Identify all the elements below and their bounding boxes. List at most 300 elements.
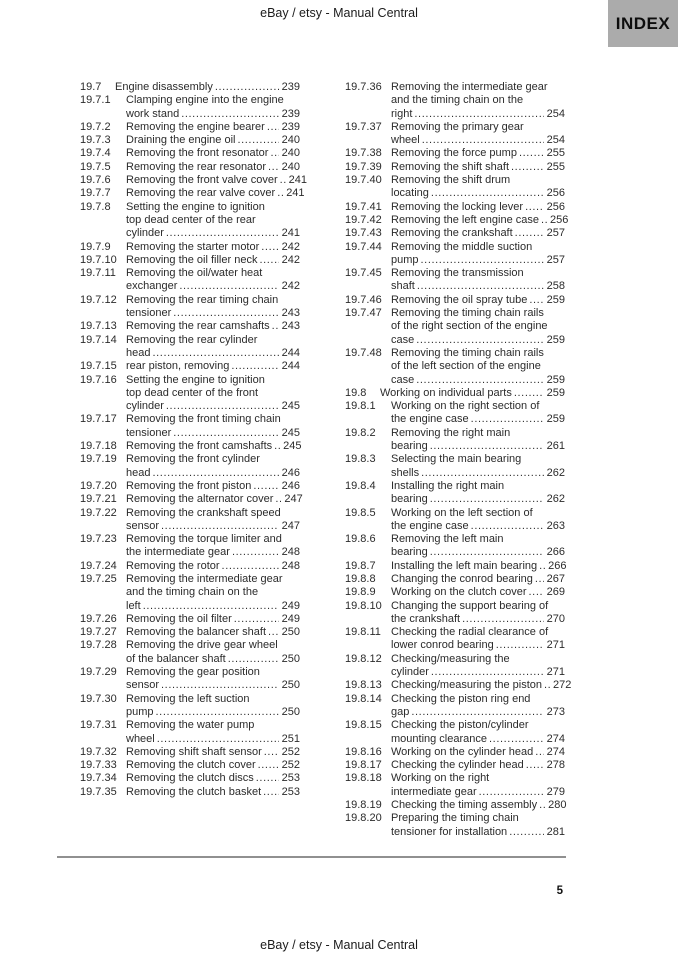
table-of-contents [80, 81, 572, 839]
toc-entry-page: 246 [281, 479, 300, 492]
toc-entry-19.8.14[interactable] [345, 693, 565, 720]
dot-leader [479, 786, 544, 799]
toc-entry-number: 19.7.18 [80, 440, 117, 453]
toc-entry-title [126, 201, 300, 241]
toc-entry-number: 19.7.42 [345, 213, 382, 226]
toc-entry-19.8.4[interactable] [345, 480, 565, 507]
dot-leader [275, 493, 281, 506]
toc-entry-title-text: cylinder [126, 227, 164, 240]
toc-entry-19.8.7[interactable] [345, 560, 565, 573]
toc-entry-19.8.11[interactable] [345, 626, 565, 653]
dot-leader [417, 280, 544, 293]
toc-entry-19.7.28[interactable] [80, 639, 300, 666]
toc-entry-page: 243 [281, 307, 300, 320]
dot-leader [535, 573, 544, 586]
toc-entry-number: 19.8.1 [345, 400, 376, 413]
toc-entry-title [391, 453, 565, 480]
toc-entry-title [126, 94, 300, 121]
toc-entry-title-text: bearing [391, 440, 428, 453]
dot-leader [234, 613, 279, 626]
dot-leader [152, 467, 278, 480]
dot-leader [431, 666, 544, 679]
toc-entry-page: 251 [281, 732, 300, 745]
toc-entry-title-text: head [126, 466, 151, 479]
toc-entry-19.7.15[interactable] [80, 360, 300, 373]
toc-entry-title-text: Removing the oil spray tube [391, 293, 528, 306]
toc-entry-number: 19.7.47 [345, 307, 382, 320]
toc-entry-number: 19.7.38 [345, 147, 382, 160]
toc-entry-title [126, 786, 300, 799]
toc-entry-title-text: top dead center of the front [126, 386, 259, 399]
toc-entry-number: 19.8.11 [345, 626, 381, 639]
toc-entry-19.7.37[interactable] [345, 121, 565, 148]
toc-entry-title-text: of the balancer shaft [126, 652, 226, 665]
toc-entry-19.7.39[interactable] [345, 161, 565, 174]
toc-entry-title-text: Removing the oil filter [126, 612, 232, 625]
dot-leader [422, 134, 544, 147]
toc-entry-number: 19.7.37 [345, 120, 382, 133]
toc-entry-number: 19.8.17 [345, 759, 382, 772]
toc-entry-page: 261 [546, 440, 565, 453]
dot-leader [541, 214, 547, 227]
toc-entry-title-text: Removing the gear position [126, 666, 260, 679]
dot-leader [222, 560, 279, 573]
toc-entry-number: 19.7.22 [80, 506, 117, 519]
dot-leader [215, 81, 279, 94]
toc-entry-page: 274 [546, 745, 565, 758]
toc-entry-page: 248 [281, 559, 300, 572]
toc-entry-19.7.27[interactable] [80, 626, 300, 639]
toc-entry-19.8.13[interactable] [345, 679, 572, 692]
toc-entry-19.8.5[interactable] [345, 507, 565, 534]
toc-entry-page: 253 [281, 785, 300, 798]
dot-leader [267, 121, 279, 134]
toc-entry-title [391, 507, 565, 534]
toc-entry-number: 19.7.28 [80, 639, 117, 652]
dot-leader [515, 227, 544, 240]
toc-entry-page: 241 [286, 187, 305, 200]
toc-entry-page: 263 [546, 519, 565, 532]
dot-leader [261, 241, 278, 254]
toc-entry-title [391, 213, 569, 227]
toc-entry-title-text: Removing the engine bearer [126, 120, 265, 133]
toc-entry-19.8.9[interactable] [345, 586, 565, 599]
dot-leader [181, 108, 278, 121]
toc-entry-title-text: work stand [126, 107, 180, 120]
toc-entry-page: 272 [553, 679, 572, 692]
toc-entry-title-text: Removing the middle suction [391, 240, 533, 253]
index-tab-label: INDEX [615, 13, 671, 33]
toc-entry-page: 267 [546, 572, 565, 585]
toc-entry-title [126, 413, 300, 440]
toc-entry-number: 19.7.13 [80, 320, 117, 333]
toc-entry-title-text: Removing the locking lever [391, 200, 524, 213]
toc-entry-title [126, 374, 300, 414]
toc-entry-title-text: Removing the shift drum [391, 174, 511, 187]
toc-entry-19.7.33[interactable] [80, 759, 300, 772]
toc-entry-title-text: cylinder [126, 400, 164, 413]
toc-entry-title [126, 693, 300, 720]
toc-entry-page: 240 [281, 160, 300, 173]
toc-entry-number: 19.7.19 [80, 453, 117, 466]
toc-entry-19.7.17[interactable] [80, 413, 300, 440]
dot-leader [264, 746, 279, 759]
toc-entry-19.7.32[interactable] [80, 746, 300, 759]
toc-entry-19.7.1[interactable] [80, 94, 300, 121]
toc-entry-19.7.18[interactable] [80, 440, 300, 453]
toc-entry-page: 248 [281, 546, 300, 559]
toc-entry-title [126, 772, 300, 785]
toc-entry-number: 19.8.20 [345, 812, 382, 825]
toc-entry-number: 19.7.23 [80, 533, 117, 546]
toc-entry-19.7.13[interactable] [80, 320, 300, 333]
toc-entry-title [126, 746, 300, 759]
dot-leader [416, 374, 543, 387]
toc-entry-page: 239 [281, 120, 300, 133]
toc-entry-number: 19.7.3 [80, 134, 111, 147]
toc-entry-19.7.38[interactable] [345, 147, 565, 160]
toc-entry-title-text: Checking/measuring the piston [391, 679, 543, 692]
toc-entry-title-text: shaft [391, 280, 415, 293]
toc-entry-number: 19.7.6 [80, 174, 111, 187]
toc-entry-title [126, 453, 300, 480]
toc-entry-number: 19.7.25 [80, 572, 117, 585]
toc-entry-19.8.1[interactable] [345, 400, 565, 427]
toc-entry-19.7.14[interactable] [80, 334, 300, 361]
toc-entry-number: 19.7.33 [80, 759, 117, 772]
toc-entry-title-text: shells [391, 466, 420, 479]
toc-entry-title-text: the engine case [391, 413, 469, 426]
toc-entry-page: 258 [546, 280, 565, 293]
dot-leader [179, 280, 278, 293]
toc-entry-19.8.18[interactable] [345, 772, 565, 799]
toc-entry-title-text: case [391, 333, 415, 346]
toc-entry-title-text: Working on the right [391, 772, 490, 785]
toc-entry-19.7.12[interactable] [80, 294, 300, 321]
toc-entry-page: 266 [546, 546, 565, 559]
toc-entry-19.7.25[interactable] [80, 573, 300, 613]
toc-entry-title-text: left [126, 599, 141, 612]
dot-leader [280, 174, 286, 187]
toc-entry-title-text: Preparing the timing chain [391, 812, 519, 825]
toc-entry-19.7.44[interactable] [345, 241, 565, 268]
toc-entry-title [391, 759, 565, 772]
toc-entry-number: 19.7.11 [80, 267, 116, 280]
toc-entry-number: 19.8.14 [345, 692, 382, 705]
toc-entry-19.8.19[interactable] [345, 799, 565, 812]
toc-entry-title [391, 653, 565, 680]
toc-entry-page: 262 [546, 466, 565, 479]
toc-entry-title-text: Removing the intermediate gear [391, 81, 548, 93]
toc-entry-page: 257 [546, 227, 565, 240]
toc-entry-19.7.43[interactable] [345, 227, 565, 240]
toc-entry-title-text: Checking the timing assembly [391, 799, 538, 812]
toc-entry-number: 19.7.8 [80, 200, 111, 213]
toc-entry-19.8.20[interactable] [345, 812, 565, 839]
toc-entry-19.8.6[interactable] [345, 533, 565, 560]
toc-entry-page: 255 [546, 160, 565, 173]
toc-entry-19.7.2[interactable] [80, 121, 300, 134]
toc-entry-19.7.35[interactable] [80, 786, 300, 799]
dot-leader [489, 733, 544, 746]
toc-entry-19.7.3[interactable] [80, 134, 300, 147]
toc-entry-page: 253 [281, 772, 300, 785]
toc-entry-number: 19.8.6 [345, 533, 376, 546]
toc-entry-title-text: sensor [126, 679, 160, 692]
toc-entry-title-text: Removing the rear camshafts [126, 320, 270, 333]
toc-entry-19.8.15[interactable] [345, 719, 565, 746]
dot-leader [539, 560, 545, 573]
toc-entry-19.7.8[interactable] [80, 201, 300, 241]
toc-entry-title-text: Removing the rear valve cover [126, 187, 276, 200]
toc-entry-19.8.8[interactable] [345, 573, 565, 586]
toc-entry-page: 245 [281, 400, 300, 413]
toc-entry-title-text: right [391, 107, 413, 120]
toc-entry-number: 19.7.2 [80, 120, 111, 133]
toc-entry-19.7.30[interactable] [80, 693, 300, 720]
toc-entry-title [126, 507, 300, 534]
toc-entry-19.8.3[interactable] [345, 453, 565, 480]
toc-entry-number: 19.7.41 [345, 200, 382, 213]
toc-entry-19.7.42[interactable] [345, 213, 569, 227]
toc-entry-19.7.31[interactable] [80, 719, 300, 746]
toc-entry-number: 19.8.15 [345, 719, 382, 732]
toc-entry-title-text: Setting the engine to ignition [126, 373, 265, 386]
toc-entry-title [126, 267, 300, 294]
toc-entry-title [391, 799, 565, 812]
toc-entry-number: 19.8.13 [345, 679, 382, 692]
toc-entry-title [391, 573, 565, 586]
toc-entry-number: 19.8.12 [345, 652, 382, 665]
toc-entry-19.7.41[interactable] [345, 201, 565, 214]
toc-entry-title-text: Removing the clutch cover [126, 759, 256, 772]
toc-entry-19.7.19[interactable] [80, 453, 300, 480]
toc-column-right [345, 81, 572, 839]
toc-entry-title [126, 533, 300, 560]
toc-entry-title-text: tensioner for installation [391, 825, 508, 838]
toc-entry-title [391, 812, 565, 839]
toc-entry-number: 19.7.29 [80, 666, 117, 679]
dot-leader [514, 387, 544, 400]
toc-entry-number: 19.8.5 [345, 506, 376, 519]
toc-entry-number: 19.8.9 [345, 586, 376, 599]
toc-entry-number: 19.8.4 [345, 479, 376, 492]
toc-entry-title-text: Removing the intermediate gear [126, 572, 283, 585]
toc-entry-page: 273 [546, 705, 565, 718]
dot-leader [525, 201, 544, 214]
toc-entry-title-text: sensor [126, 519, 160, 532]
dot-leader [268, 626, 279, 639]
toc-entry-title [126, 334, 300, 361]
toc-entry-19.7.9[interactable] [80, 241, 300, 254]
toc-entry-title-text: pump [391, 253, 419, 266]
toc-entry-title [391, 307, 565, 347]
toc-entry-page: 250 [281, 679, 300, 692]
toc-entry-page: 271 [546, 639, 565, 652]
toc-entry-number: 19.7.44 [345, 240, 382, 253]
toc-entry-page: 244 [281, 360, 300, 373]
toc-entry-number: 19.8.3 [345, 453, 376, 466]
toc-entry-page: 259 [546, 293, 565, 306]
toc-entry-19.7.46[interactable] [345, 294, 565, 307]
dot-leader [511, 161, 544, 174]
toc-entry-19.7.40[interactable] [345, 174, 565, 201]
toc-entry-page: 270 [546, 612, 565, 625]
toc-entry-title-text: Removing the front camshafts [126, 440, 273, 453]
toc-entry-title [126, 320, 300, 333]
toc-entry-title [126, 480, 300, 493]
toc-entry-19.7.4[interactable] [80, 147, 300, 160]
dot-leader [414, 108, 543, 121]
toc-entry-title-text: the engine case [391, 519, 469, 532]
toc-entry-number: 19.7.4 [80, 147, 111, 160]
toc-entry-page: 279 [546, 785, 565, 798]
toc-entry-title-text: exchanger [126, 280, 178, 293]
toc-entry-title-text: mounting clearance [391, 732, 488, 745]
toc-entry-title-text: Removing the rear resonator [126, 160, 267, 173]
toc-entry-title-text: case [391, 373, 415, 386]
toc-entry-title-text: tensioner [126, 426, 172, 439]
toc-entry-title-text: of the right section of the engine [391, 320, 548, 333]
dot-leader [277, 187, 283, 200]
toc-entry-title-text: Removing the alternator cover [126, 493, 274, 506]
toc-entry-19.7.26[interactable] [80, 613, 300, 626]
toc-entry-page: 259 [546, 373, 565, 386]
toc-entry-title-text: Removing the timing chain rails [391, 346, 544, 359]
toc-entry-19.7.16[interactable] [80, 374, 300, 414]
toc-entry-title-text: wheel [126, 732, 155, 745]
toc-entry-page: 242 [281, 240, 300, 253]
toc-entry-19.7.48[interactable] [345, 347, 565, 387]
toc-entry-page: 242 [281, 253, 300, 266]
toc-entry-title [391, 626, 565, 653]
toc-entry-page: 239 [281, 107, 300, 120]
toc-entry-title-text: the intermediate gear [126, 546, 230, 559]
dot-leader [161, 679, 279, 692]
toc-entry-19.8.10[interactable] [345, 600, 565, 627]
dot-leader [156, 706, 279, 719]
toc-entry-19.7.47[interactable] [345, 307, 565, 347]
toc-entry-page: 259 [546, 386, 565, 399]
toc-entry-19.7.34[interactable] [80, 772, 300, 785]
toc-entry-title-text: Removing the front cylinder [126, 453, 260, 466]
dot-leader [263, 786, 279, 799]
toc-entry-19.7.45[interactable] [345, 267, 565, 294]
dot-leader [173, 307, 278, 320]
toc-entry-number: 19.8 [345, 386, 367, 399]
toc-entry-title-text: lower conrod bearing [391, 639, 494, 652]
toc-entry-title [126, 360, 300, 373]
toc-entry-19.7.21[interactable] [80, 493, 303, 506]
toc-entry-title-text: and the timing chain on the [391, 94, 524, 107]
toc-entry-title [126, 174, 307, 187]
toc-entry-title-text: Removing the transmission [391, 267, 524, 280]
toc-entry-title [391, 746, 565, 759]
toc-entry-title-text: Removing the left suction [126, 692, 250, 705]
toc-entry-19.7.23[interactable] [80, 533, 300, 560]
toc-entry-title-text: Working on the right section of [391, 400, 540, 413]
toc-entry-page: 239 [281, 81, 300, 93]
toc-entry-title-text: intermediate gear [391, 785, 477, 798]
toc-entry-title [391, 719, 565, 746]
toc-entry-19.7.6[interactable] [80, 174, 307, 187]
toc-entry-title [126, 639, 300, 666]
toc-entry-19.7.20[interactable] [80, 480, 300, 493]
toc-entry-title-text: Checking the cylinder head [391, 759, 524, 772]
toc-entry-title [391, 267, 565, 294]
toc-entry-19.7.11[interactable] [80, 267, 300, 294]
toc-entry-title-text: Removing the shift shaft [391, 160, 510, 173]
toc-entry-19.8.2[interactable] [345, 427, 565, 454]
toc-entry-19.8.16[interactable] [345, 746, 565, 759]
dot-leader [430, 440, 544, 453]
toc-entry-title [126, 254, 300, 267]
toc-entry-title-text: Setting the engine to ignition [126, 200, 265, 213]
toc-entry-19.8[interactable] [345, 387, 565, 400]
toc-entry-19.7[interactable] [80, 81, 300, 94]
toc-entry-number: 19.8.10 [345, 599, 382, 612]
toc-entry-19.7.29[interactable] [80, 666, 300, 693]
dot-leader [161, 520, 279, 533]
toc-entry-title-text: cylinder [391, 666, 429, 679]
toc-entry-page: 240 [281, 134, 300, 147]
toc-entry-number: 19.8.16 [345, 745, 382, 758]
toc-entry-title-text: Engine disassembly [115, 81, 213, 93]
toc-entry-19.8.17[interactable] [345, 759, 565, 772]
dot-leader [258, 759, 279, 772]
toc-entry-title [391, 772, 565, 799]
toc-entry-title-text: Installing the right main [391, 479, 505, 492]
toc-entry-page: 259 [546, 333, 565, 346]
toc-entry-page: 256 [546, 200, 565, 213]
toc-entry-19.7.5[interactable] [80, 161, 300, 174]
toc-entry-title-text: tensioner [126, 307, 172, 320]
toc-entry-title [391, 174, 565, 201]
toc-entry-number: 19.7.15 [80, 360, 117, 373]
toc-entry-19.8.12[interactable] [345, 653, 565, 680]
index-tab[interactable] [608, 0, 678, 47]
toc-entry-title-text: Installing the left main bearing [391, 559, 538, 572]
toc-entry-number: 19.7.16 [80, 373, 117, 386]
dot-leader [462, 613, 544, 626]
toc-entry-title [391, 400, 565, 427]
toc-entry-title [126, 666, 300, 693]
dot-leader [529, 294, 543, 307]
toc-entry-title-text: Removing the front piston [126, 479, 252, 492]
toc-entry-page: 241 [281, 227, 300, 240]
toc-column-left [80, 81, 307, 839]
toc-entry-title [126, 493, 303, 506]
dot-leader [411, 706, 543, 719]
toc-entry-title-text: Removing the timing chain rails [391, 307, 544, 320]
toc-entry-title [126, 294, 300, 321]
toc-entry-title [391, 161, 565, 174]
toc-entry-19.7.22[interactable] [80, 507, 300, 534]
dot-leader [431, 187, 544, 200]
dot-leader [496, 639, 544, 652]
toc-entry-19.7.10[interactable] [80, 254, 300, 267]
dot-leader [231, 360, 278, 373]
toc-entry-19.7.36[interactable] [345, 81, 565, 121]
toc-entry-number: 19.8.19 [345, 799, 382, 812]
toc-entry-19.7.7[interactable] [80, 187, 305, 200]
footer-rule [57, 856, 566, 858]
toc-entry-title-text: Removing the front valve cover [126, 174, 278, 187]
toc-entry-title [391, 241, 565, 268]
toc-entry-number: 19.7.9 [80, 240, 111, 253]
toc-entry-page: 250 [281, 626, 300, 639]
toc-entry-19.7.24[interactable] [80, 560, 300, 573]
